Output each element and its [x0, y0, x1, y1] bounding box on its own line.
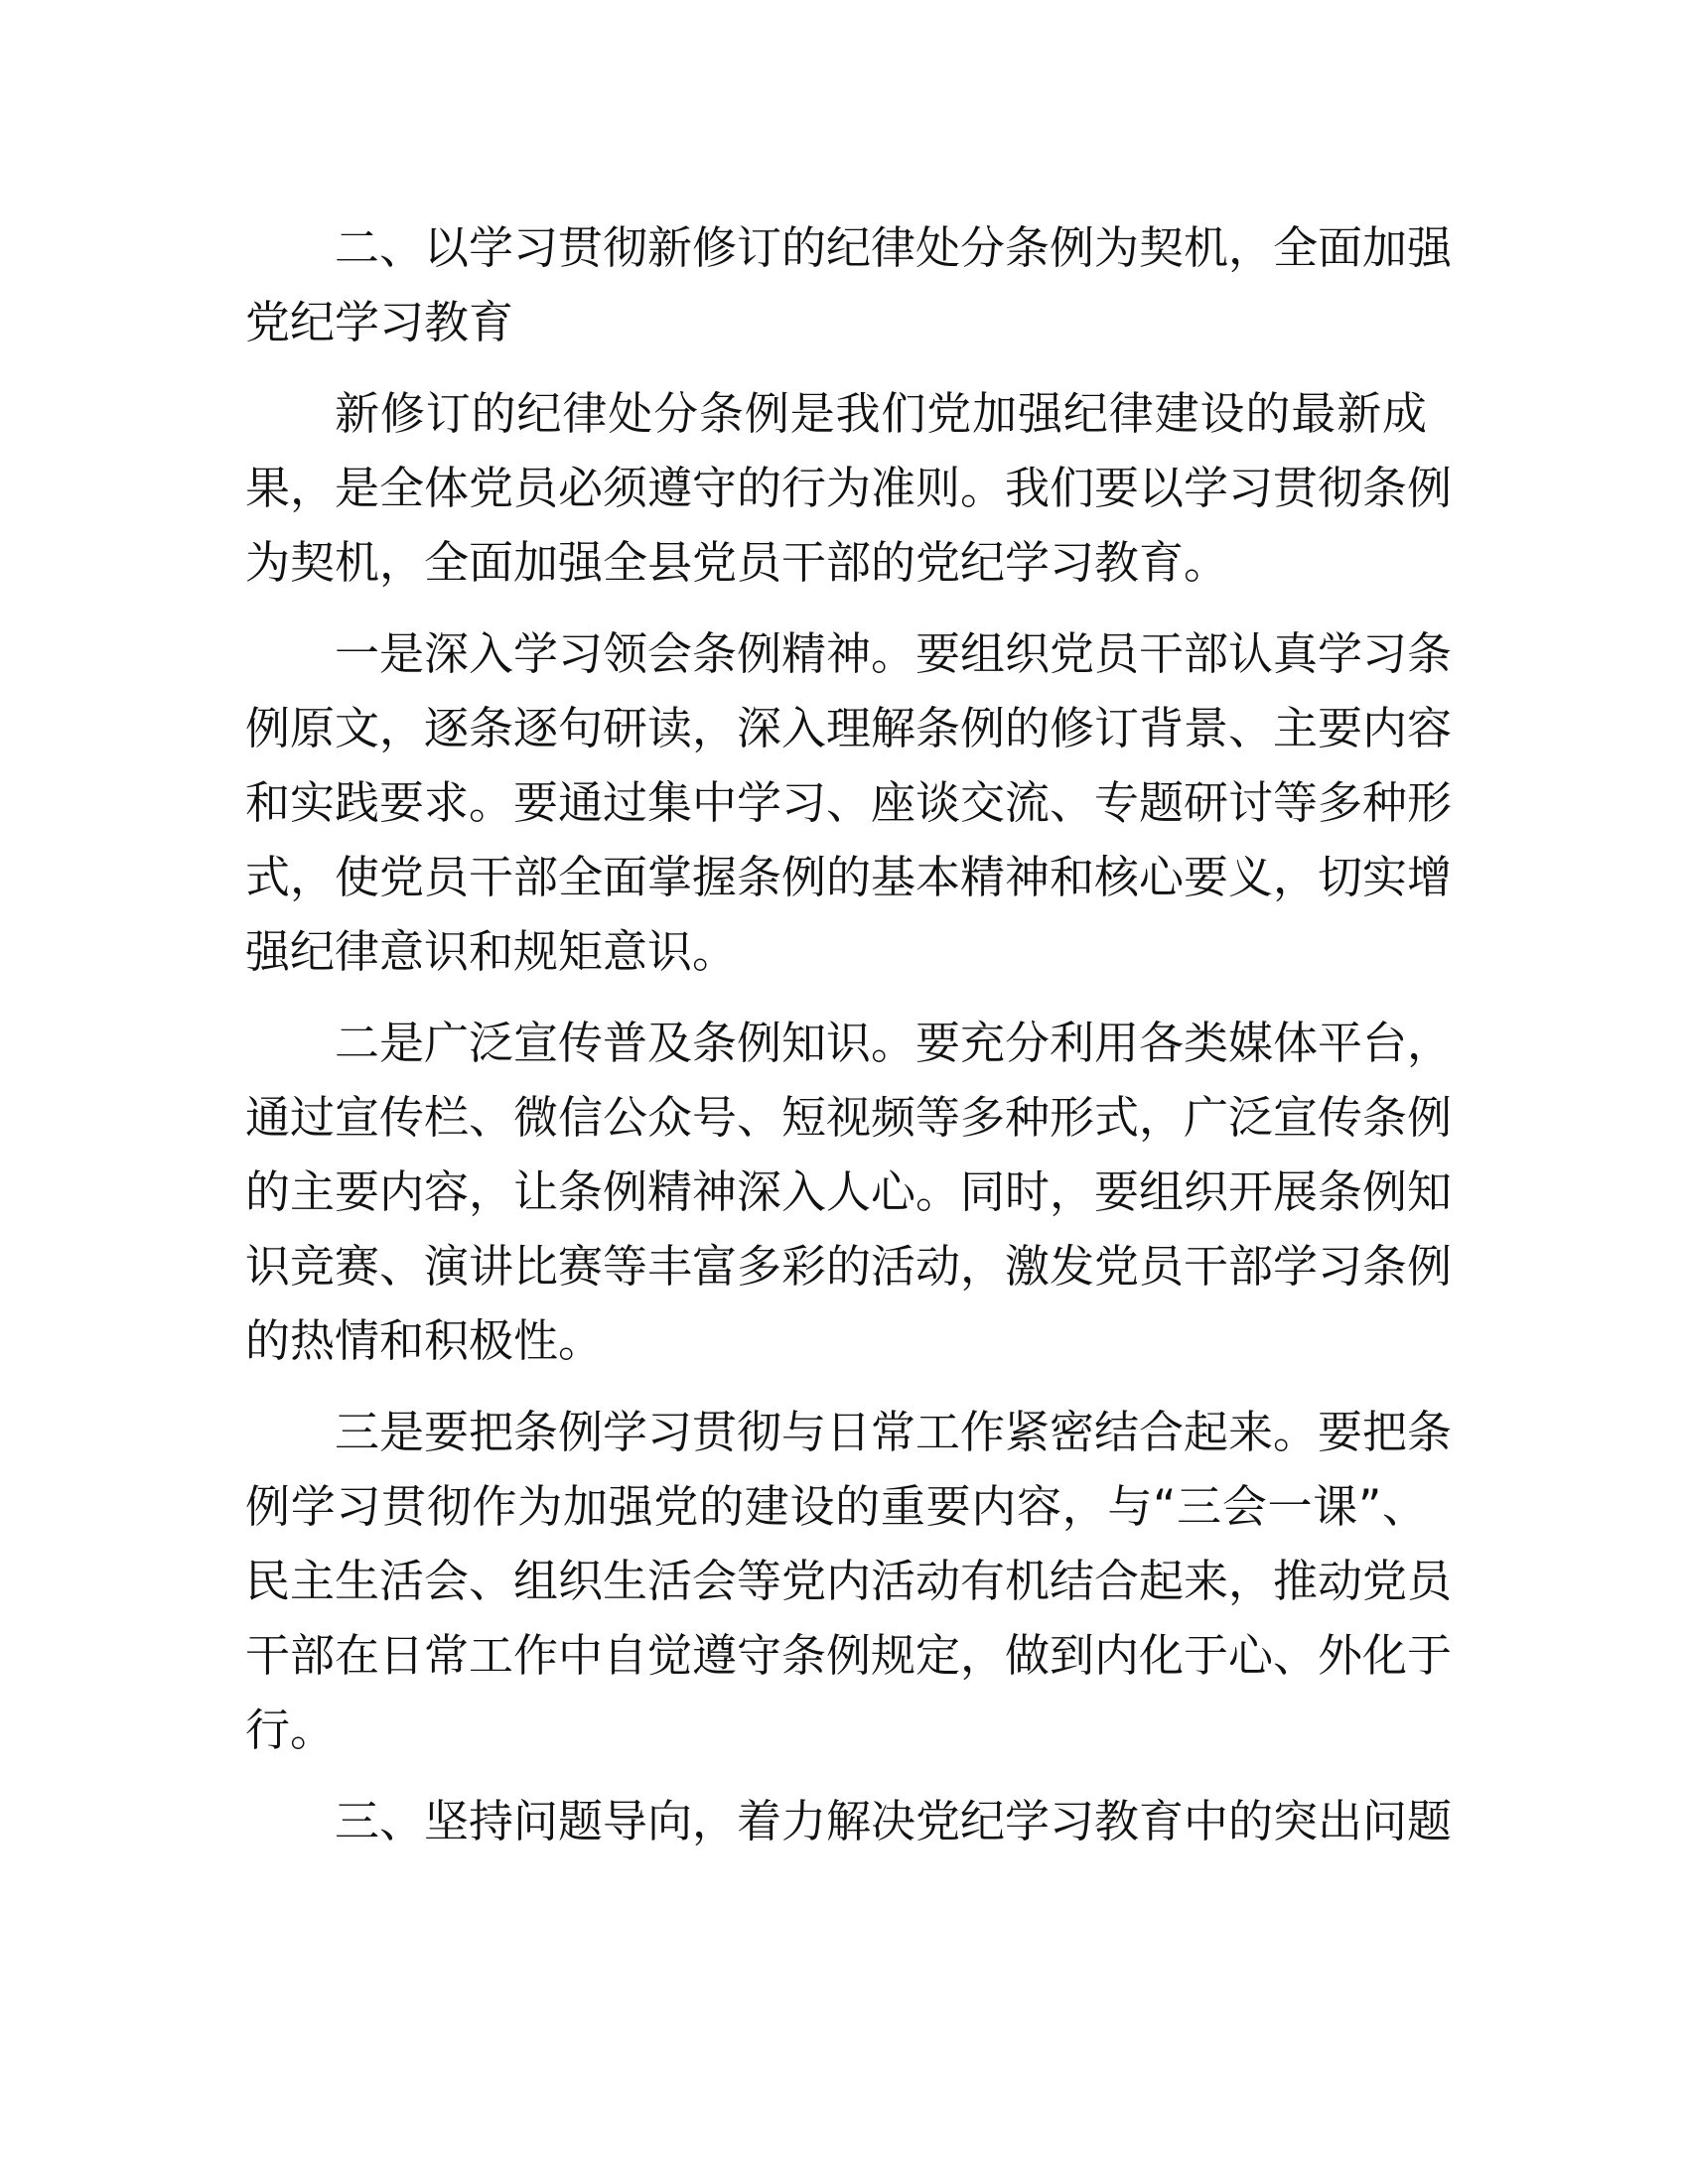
text-line: 和实践要求。要通过集中学习、座谈交流、专题研讨等多种形: [245, 776, 1453, 829]
text-line: 果，是全体党员必须遵守的行为准则。我们要以学习贯彻条例: [245, 462, 1453, 514]
text-line: 三是要把条例学习贯彻与日常工作紧密结合起来。要把条: [335, 1406, 1453, 1458]
text-line: 式，使党员干部全面掌握条例的基本精神和核心要义，切实增: [245, 851, 1453, 903]
text-line: 例原文，逐条逐句研读，深入理解条例的修订背景、主要内容: [245, 702, 1453, 754]
text-line: 为契机，全面加强全县党员干部的党纪学习教育。: [245, 536, 1229, 589]
text-line: 例学习贯彻作为加强党的建设的重要内容，与“三会一课”、: [245, 1480, 1427, 1533]
paragraph: [245, 1395, 1453, 1767]
text-line: 二、以学习贯彻新修订的纪律处分条例为契机，全面加强: [335, 221, 1453, 274]
text-line: 党纪学习教育: [245, 296, 514, 348]
text-line: 通过宣传栏、微信公众号、短视频等多种形式，广泛宣传条例: [245, 1091, 1453, 1144]
paragraph: [245, 210, 1453, 359]
paragraph: [245, 376, 1453, 600]
text-line: 新修订的纪律处分条例是我们党加强纪律建设的最新成: [335, 387, 1427, 440]
text-line: 一是深入学习领会条例精神。要组织党员干部认真学习条: [335, 627, 1453, 680]
paragraph: [245, 1784, 1453, 1858]
paragraph: [245, 1006, 1453, 1378]
text-line: 的热情和积极性。: [245, 1314, 604, 1367]
text-line: 行。: [245, 1704, 336, 1756]
text-line: 三、坚持问题导向，着力解决党纪学习教育中的突出问题: [335, 1795, 1453, 1847]
text-line: 的主要内容，让条例精神深入人心。同时，要组织开展条例知: [245, 1165, 1453, 1218]
text-line: 民主生活会、组织生活会等党内活动有机结合起来，推动党员: [245, 1555, 1453, 1607]
text-line: 干部在日常工作中自觉遵守条例规定，做到内化于心、外化于: [245, 1629, 1453, 1682]
text-line: 强纪律意识和规矩意识。: [245, 925, 738, 978]
text-line: 识竞赛、演讲比赛等丰富多彩的活动，激发党员干部学习条例: [245, 1240, 1453, 1293]
document-page: [245, 210, 1453, 1875]
paragraph: [245, 616, 1453, 989]
text-line: 二是广泛宣传普及条例知识。要充分利用各类媒体平台，: [335, 1017, 1453, 1069]
